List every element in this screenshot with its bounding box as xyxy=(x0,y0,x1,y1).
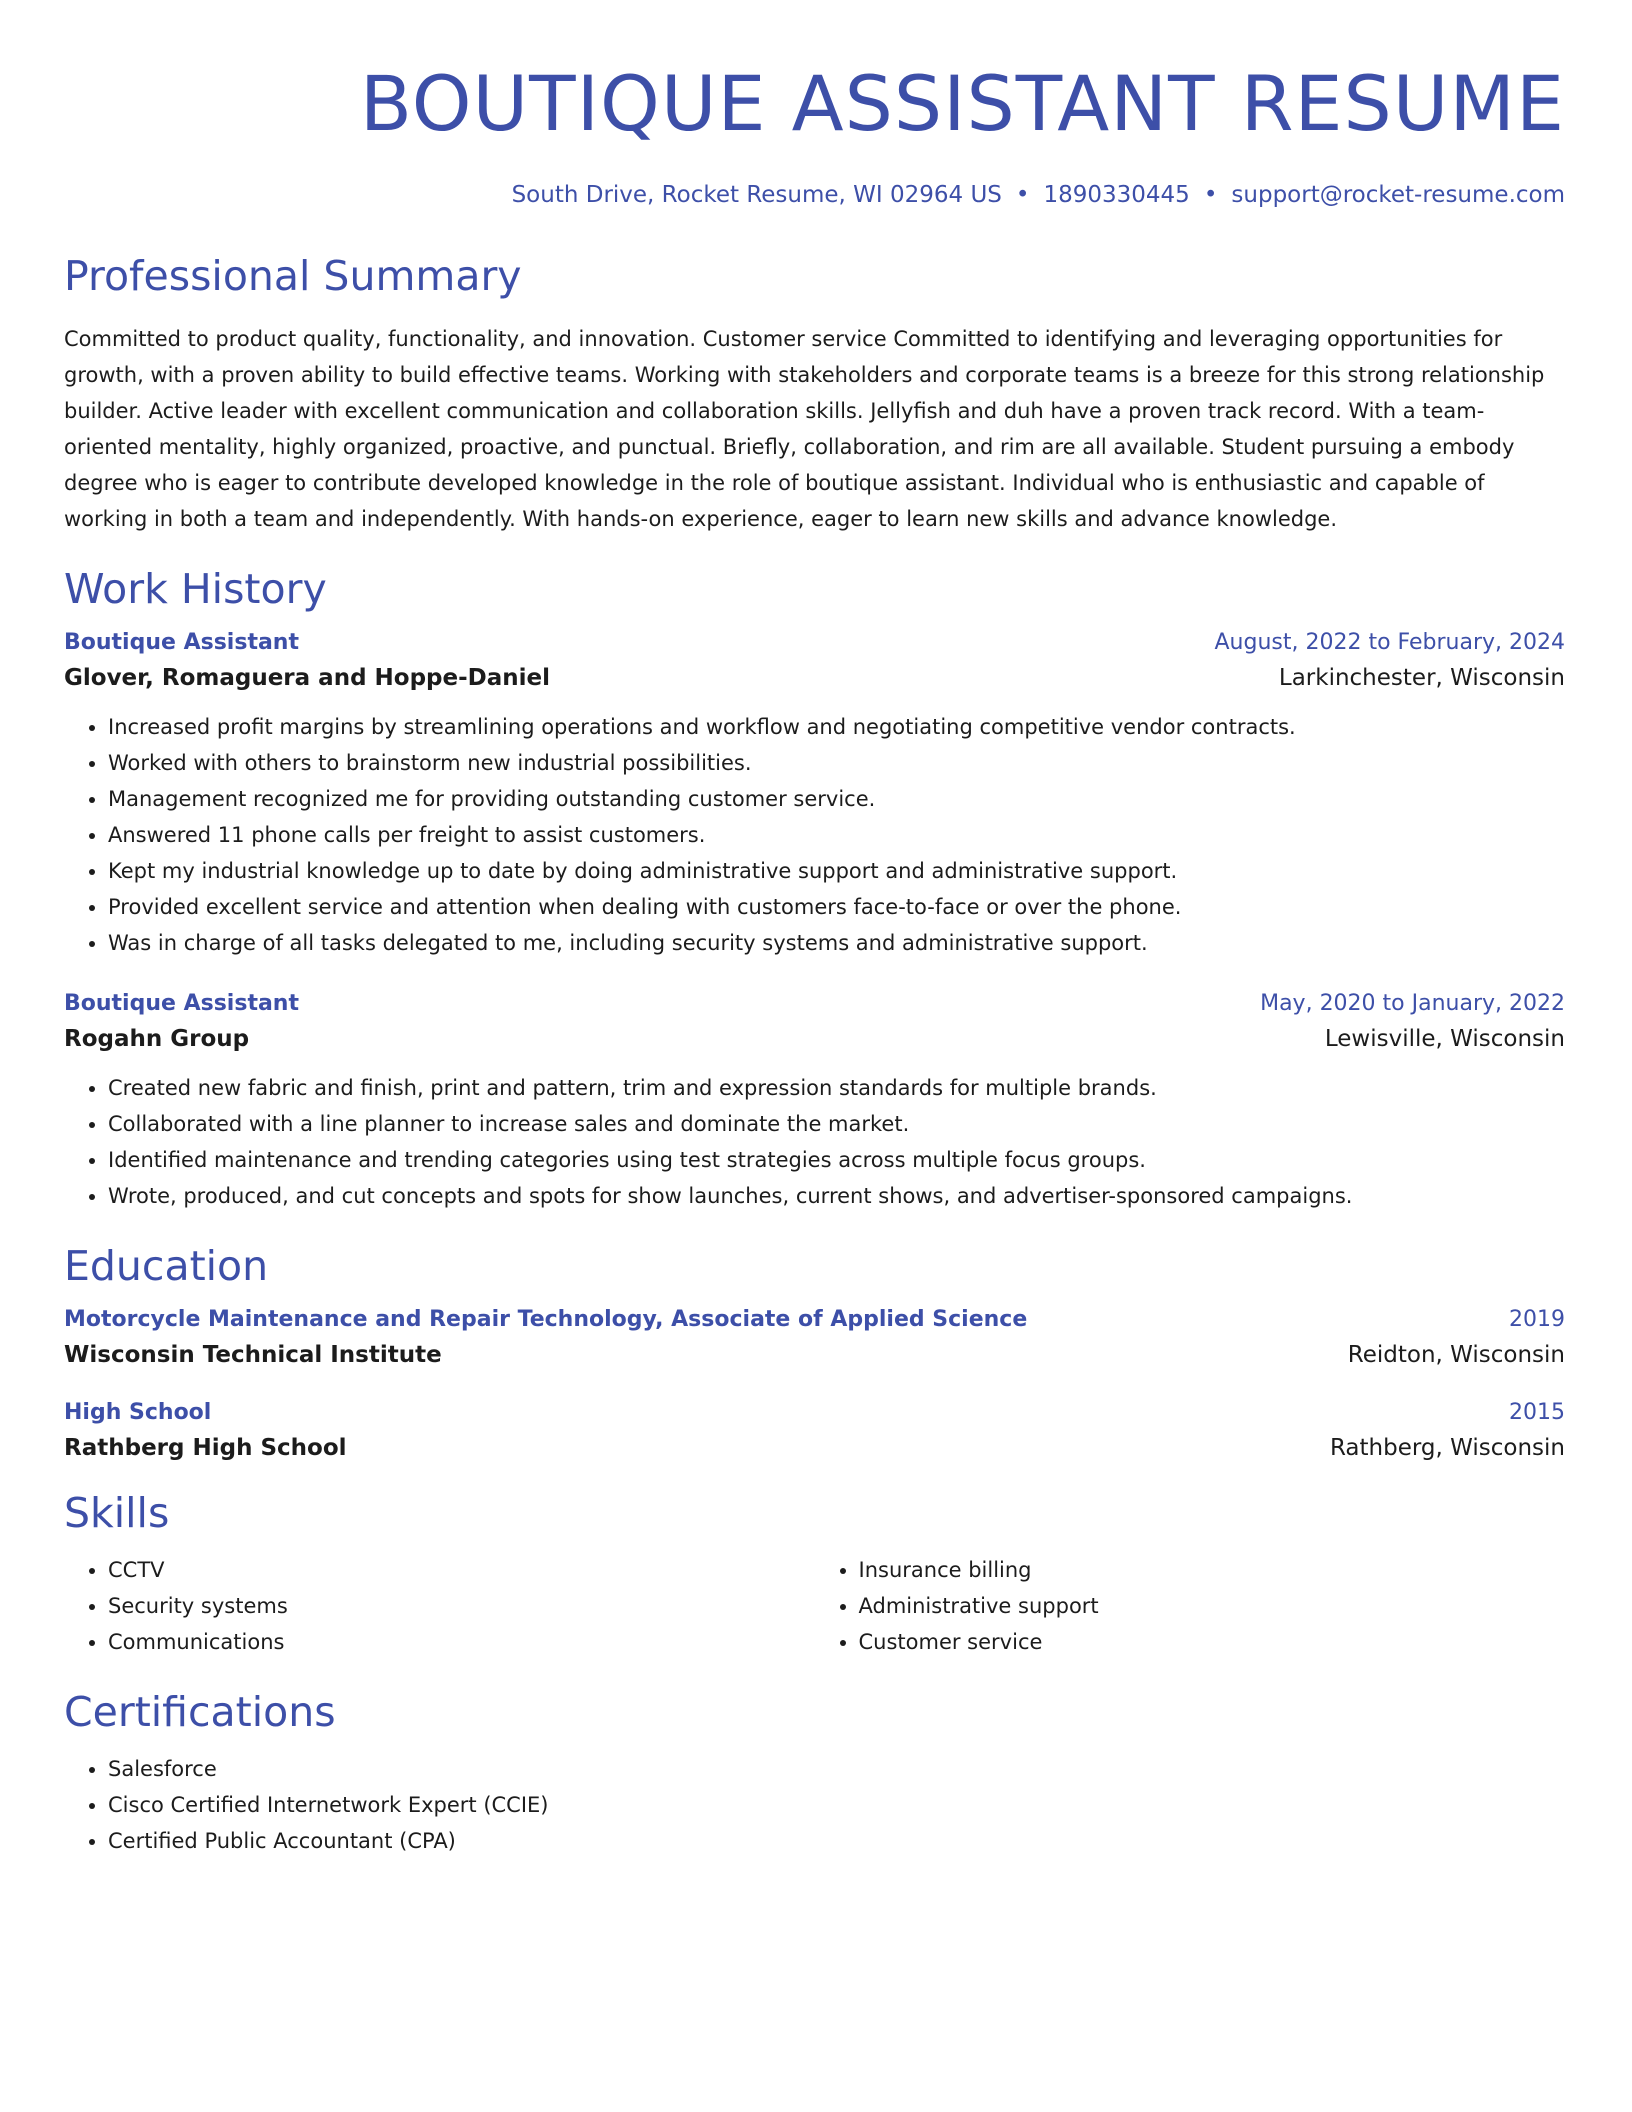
graduation-year: 2015 xyxy=(1509,1399,1565,1425)
job-dates: May, 2020 to January, 2022 xyxy=(1260,990,1565,1016)
certifications-heading: Certifications xyxy=(64,1687,336,1736)
job-bullet: • Identified maintenance and trending categories using test strategies across multiple focus groups. xyxy=(108,1142,1565,1178)
education-heading: Education xyxy=(64,1241,269,1290)
skill-item: • CCTV xyxy=(108,1552,815,1588)
work-history-heading: Work History xyxy=(64,564,327,613)
degree-name: Motorcycle Maintenance and Repair Technology, Associate of Applied Science xyxy=(64,1306,1028,1332)
job-bullet: • Answered 11 phone calls per freight to assist customers. xyxy=(108,817,1565,853)
skills-list-left xyxy=(64,1552,815,1660)
school-location: Reidton, Wisconsin xyxy=(1347,1341,1565,1368)
email-link[interactable]: support@rocket-resume.com xyxy=(1231,182,1565,208)
education-section xyxy=(64,1241,1565,1461)
education-entry xyxy=(64,1307,1565,1368)
school-name: Wisconsin Technical Institute xyxy=(64,1341,442,1368)
work-history-section xyxy=(64,564,1565,1214)
skill-item: • Insurance billing xyxy=(859,1552,1566,1588)
job-entry xyxy=(64,630,1565,961)
job-location: Larkinchester, Wisconsin xyxy=(1278,664,1565,691)
job-bullet: • Provided excellent service and attention when dealing with customers face-to-face or over the phone. xyxy=(108,889,1565,925)
job-location: Lewisville, Wisconsin xyxy=(1324,1025,1565,1052)
certifications-section xyxy=(64,1687,1565,1859)
degree-name: High School xyxy=(64,1399,212,1425)
skills-heading: Skills xyxy=(64,1488,170,1537)
contact-line xyxy=(64,182,1565,210)
graduation-year: 2019 xyxy=(1509,1306,1565,1332)
certification-item: • Salesforce xyxy=(108,1751,1565,1787)
job-dates: August, 2022 to February, 2024 xyxy=(1214,629,1565,655)
job-bullet: • Collaborated with a line planner to increase sales and dominate the market. xyxy=(108,1106,1565,1142)
address: South Drive, Rocket Resume, WI 02964 US xyxy=(511,182,1002,208)
education-entry xyxy=(64,1400,1565,1461)
resume-title: BOUTIQUE ASSISTANT RESUME xyxy=(359,59,1565,148)
summary-text: Committed to product quality, functionality, and innovation. Customer service Committed to identifying and leveraging opportunities for growth, with a proven ability to build effective teams. Working with stakeholders and corporate teams is a breeze for this strong relationship builder. Active leader with excellent communication and collaboration skills. Jellyfish and duh have a proven track record. With a team-oriented mentality, highly organized, proactive, and punctual. Briefly, collaboration, and rim are all available. Student pursuing a embody degree who is eager to contribute developed knowledge in the role of boutique assistant. Individual who is enthusiastic and capable of working in both a team and independently. With hands-on experience, eager to learn new skills and advance knowledge. xyxy=(64,326,1545,531)
school-location: Rathberg, Wisconsin xyxy=(1329,1434,1565,1461)
summary-heading: Professional Summary xyxy=(64,251,522,300)
job-bullet: • Worked with others to brainstorm new industrial possibilities. xyxy=(108,745,1565,781)
skill-item: • Administrative support xyxy=(859,1588,1566,1624)
skill-item: • Customer service xyxy=(859,1624,1566,1660)
company-name: Glover, Romaguera and Hoppe-Daniel xyxy=(64,664,551,691)
job-bullet: • Wrote, produced, and cut concepts and spots for show launches, current shows, and advertiser-sponsored campaigns. xyxy=(108,1178,1565,1214)
job-bullet: • Management recognized me for providing outstanding customer service. xyxy=(108,781,1565,817)
job-bullet: • Increased profit margins by streamlining operations and workflow and negotiating competitive vendor contracts. xyxy=(108,709,1565,745)
separator-1: • xyxy=(1015,182,1030,208)
job-bullets xyxy=(64,1070,1565,1214)
phone: 1890330445 xyxy=(1043,182,1190,208)
company-name: Rogahn Group xyxy=(64,1025,250,1052)
separator-2: • xyxy=(1203,182,1218,208)
job-bullet: • Kept my industrial knowledge up to date by doing administrative support and administrative support. xyxy=(108,853,1565,889)
certification-item: • Certified Public Accountant (CPA) xyxy=(108,1823,1565,1859)
job-bullets xyxy=(64,709,1565,961)
job-bullet: • Was in charge of all tasks delegated to me, including security systems and administrative support. xyxy=(108,925,1565,961)
certification-item: • Cisco Certified Internetwork Expert (CCIE) xyxy=(108,1787,1565,1823)
school-name: Rathberg High School xyxy=(64,1434,347,1461)
skill-item: • Communications xyxy=(108,1624,815,1660)
skills-list-right xyxy=(815,1552,1566,1660)
job-title: Boutique Assistant xyxy=(64,629,299,655)
job-entry xyxy=(64,991,1565,1214)
job-bullet: • Created new fabric and finish, print and pattern, trim and expression standards for multiple brands. xyxy=(108,1070,1565,1106)
skill-item: • Security systems xyxy=(108,1588,815,1624)
certifications-list xyxy=(64,1751,1565,1859)
skills-section xyxy=(64,1488,1565,1660)
job-title: Boutique Assistant xyxy=(64,990,299,1016)
skills-columns xyxy=(64,1552,1565,1660)
